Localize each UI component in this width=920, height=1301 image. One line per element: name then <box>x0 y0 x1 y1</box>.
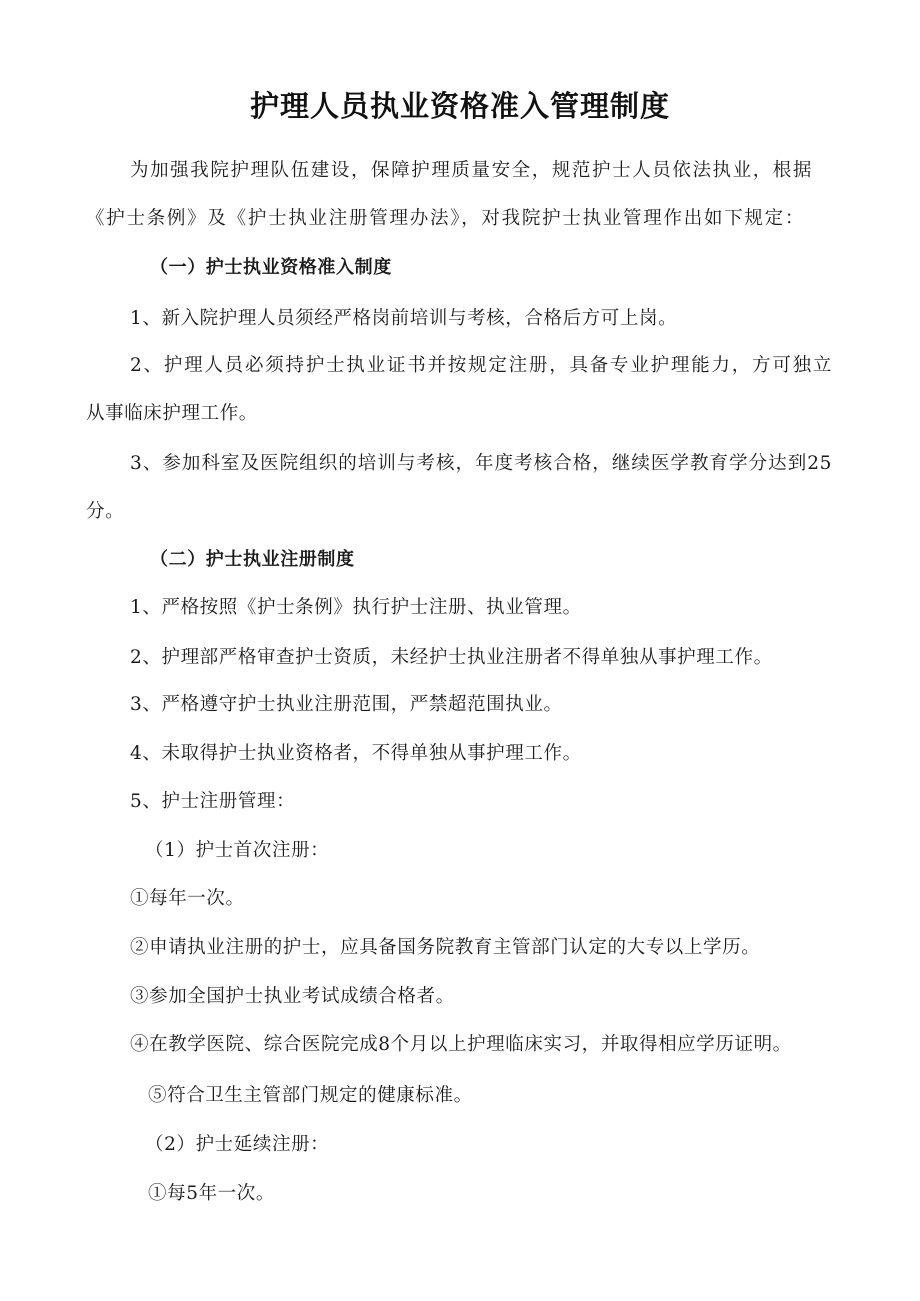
intro-line-2: 《护士条例》及《护士执业注册管理办法》，对我院护士执业管理作出如下规定： <box>86 208 804 229</box>
first-registration-clause-1: ①每年一次。 <box>130 888 245 909</box>
page-title: 护理人员执业资格准入管理制度 <box>249 89 670 123</box>
section-2-item-3: 3、严格遵守护士执业注册范围，严禁超范围执业。 <box>130 694 563 715</box>
section-1-item-3-line-2: 分。 <box>86 501 125 522</box>
section-2-item-4: 4、未取得护士执业资格者，不得单独从事护理工作。 <box>130 743 582 764</box>
section-1-item-2-line-1: 2、护理人员必须持护士执业证书并按规定注册，具备专业护理能力，方可独立 <box>130 355 832 376</box>
renewal-registration-heading: （2）护士延续注册： <box>145 1134 330 1155</box>
section-1-item-1: 1、新入院护理人员须经严格岗前培训与考核，合格后方可上岗。 <box>130 308 678 329</box>
section-2-item-2: 2、护理部严格审查护士资质，未经护士执业注册者不得单独从事护理工作。 <box>130 647 773 668</box>
first-registration-clause-2: ②申请执业注册的护士，应具备国务院教育主管部门认定的大专以上学历。 <box>130 937 761 958</box>
first-registration-clause-4: ④在教学医院、综合医院完成8个月以上护理临床实习，并取得相应学历证明。 <box>130 1034 792 1055</box>
section-2-item-1: 1、严格按照《护士条例》执行护士注册、执业管理。 <box>130 597 582 618</box>
intro-line-1: 为加强我院护理队伍建设，保障护理质量安全，规范护士人员依法执业，根据 <box>130 160 812 181</box>
renewal-registration-clause-1: ①每5年一次。 <box>148 1183 275 1204</box>
section-2-item-5: 5、护士注册管理： <box>130 791 296 812</box>
first-registration-clause-5: ⑤符合卫生主管部门规定的健康标准。 <box>148 1085 473 1106</box>
section-1-item-2-line-2: 从事临床护理工作。 <box>86 403 258 424</box>
section-2-heading: （二）护士执业注册制度 <box>150 549 355 570</box>
first-registration-heading: （1）护士首次注册： <box>145 840 330 861</box>
section-1-item-3-line-1: 3、参加科室及医院组织的培训与考核，年度考核合格，继续医学教育学分达到25 <box>130 453 832 474</box>
first-registration-clause-3: ③参加全国护士执业考试成绩合格者。 <box>130 986 455 1007</box>
section-1-heading: （一）护士执业资格准入制度 <box>150 257 392 278</box>
